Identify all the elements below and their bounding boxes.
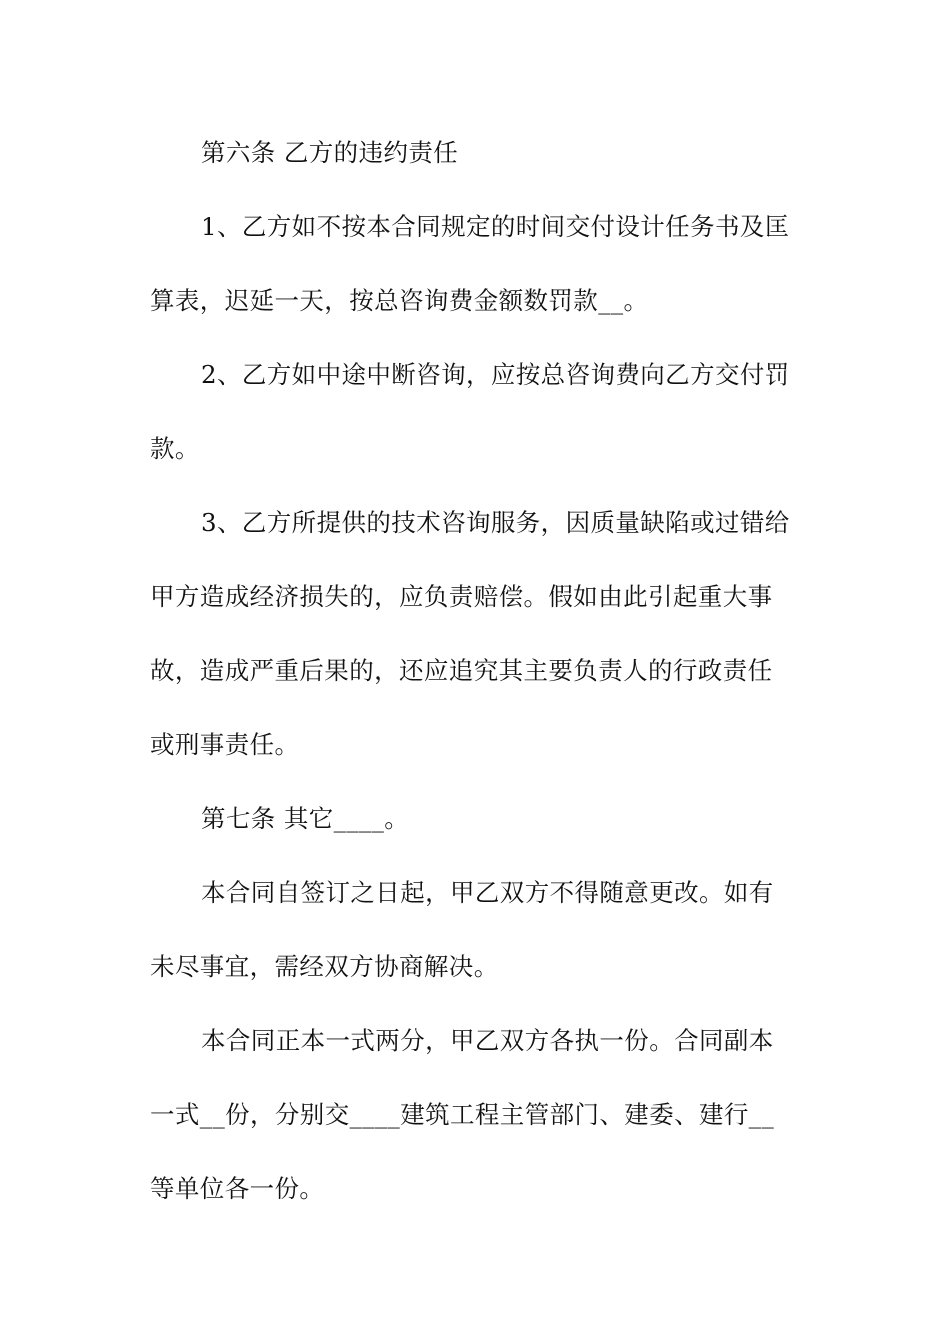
effective-clause (150, 856, 810, 1004)
text-line: 第七条 其它____。 (201, 804, 410, 833)
article-6-heading (150, 116, 810, 190)
text-line: 故，造成严重后果的，还应追究其主要负责人的行政责任 (150, 656, 773, 685)
text-line: 1、乙方如不按本合同规定的时间交付设计任务书及匡 (201, 212, 790, 241)
text-line: 甲方造成经济损失的，应负责赔偿。假如由此引起重大事 (150, 582, 773, 611)
text-line: 3、乙方所提供的技术咨询服务，因质量缺陷或过错给 (201, 508, 790, 537)
text-line: 等单位各一份。 (150, 1174, 325, 1203)
article-7-heading (150, 782, 810, 856)
text-line: 未尽事宜，需经双方协商解决。 (150, 952, 499, 981)
text-line: 2、乙方如中途中断咨询，应按总咨询费向乙方交付罚 (201, 360, 790, 389)
article-6-clause-3 (150, 486, 810, 782)
text-line: 第六条 乙方的违约责任 (201, 138, 459, 167)
text-line: 本合同自签订之日起，甲乙双方不得随意更改。如有 (201, 878, 774, 907)
text-line: 算表，迟延一天，按总咨询费金额数罚款__。 (150, 286, 649, 315)
text-line: 或刑事责任。 (150, 730, 300, 759)
article-6-clause-2 (150, 338, 810, 486)
document-body (150, 116, 810, 1226)
text-line: 一式__份，分别交____建筑工程主管部门、建委、建行__ (150, 1100, 775, 1129)
text-line: 款。 (150, 434, 200, 463)
copies-clause (150, 1004, 810, 1226)
article-6-clause-1 (150, 190, 810, 338)
text-line: 本合同正本一式两分，甲乙双方各执一份。合同副本 (201, 1026, 774, 1055)
